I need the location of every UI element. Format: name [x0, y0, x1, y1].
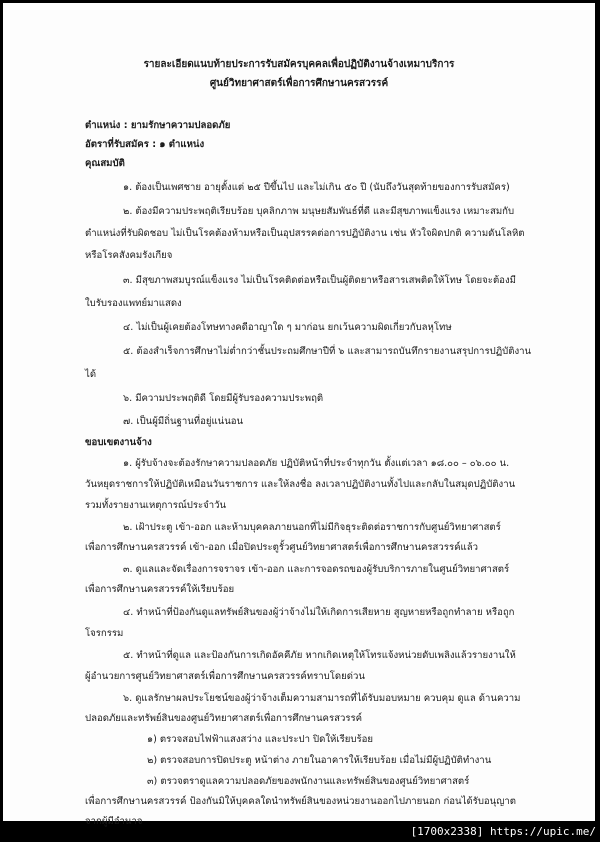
scope-item: ๕. ทำหน้าที่ดูแล และป้องกันการเกิดอัคคีภัย หากเกิดเหตุให้โทรแจ้งหน่วยดับเพลิงแล้วรายงานให้ [123, 650, 516, 661]
image-host-watermark: [1700x2338] https://upic.me/ [410, 825, 596, 838]
scope-item-continued: เพื่อการศึกษานครสวรรค์ ป้องกันมิให้บุคคลใดนำทรัพย์สินของหน่วยงานออกไปภายนอก ก่อนได้รับอนุญาต [85, 796, 517, 807]
scope-item-continued: โจรกรรม [85, 628, 124, 639]
scope-item: ๒. เฝ้าประตู เข้า-ออก และห้ามบุคคลภายนอกที่ไม่มีกิจธุระติดต่อราชการกับศูนย์วิทยาศาสตร์ [123, 522, 501, 533]
scope-heading: ขอบเขตงานจ้าง [85, 437, 152, 448]
document-title-line-2: ศูนย์วิทยาศาสตร์เพื่อการศึกษานครสวรรค์ [209, 78, 389, 89]
scope-item-continued: จากผู้มีอำนาจ [85, 816, 143, 827]
scope-item-continued: ปลอดภัยและทรัพย์สินของศูนย์วิทยาศาสตร์เพื่อการศึกษานครสวรรค์ [85, 713, 363, 724]
scope-sub-item: ๒) ตรวจสอบการปิดประตู หน้าต่าง ภายในอาคารให้เรียบร้อย เมื่อไม่มีผู้ปฏิบัติทำงาน [147, 755, 492, 766]
qualification-item: ๒. ต้องมีความประพฤติเรียบร้อย บุคลิกภาพ มนุษยสัมพันธ์ที่ดี และมีสุขภาพแข็งแรง เหมาะสมกับ [123, 206, 515, 217]
qualification-item: ๖. มีความประพฤติดี โดยมีผู้รับรองความประพฤติ [123, 393, 324, 404]
qualification-item-continued: ตำแหน่งที่รับผิดชอบ ไม่เป็นโรคต้องห้ามหรือเป็นอุปสรรคต่อการปฏิบัติงาน เช่น หัวใจผิดปกติ ความดันโลหิต [85, 228, 525, 239]
document-page [3, 3, 595, 827]
position-label: ตำแหน่ง : ยามรักษาความปลอดภัย [85, 120, 231, 131]
scope-item-continued: รวมทั้งรายงานเหตุการณ์ประจำวัน [85, 500, 227, 511]
qualification-item: ๗. เป็นผู้มีถิ่นฐานที่อยู่แน่นอน [123, 416, 244, 427]
scope-item-continued: เพื่อการศึกษานครสวรรค์ให้เรียบร้อย [85, 584, 235, 595]
document-title-line-1: รายละเอียดแนบท้ายประการรับสมัครบุคคลเพื่อปฏิบัติงานจ้างเหมาบริการ [143, 59, 455, 70]
scope-item: ๖. ดูแลรักษาผลประโยชน์ของผู้ว่าจ้างเต็มความสามารถที่ได้รับมอบหมาย ควบคุม ดูแล ด้านความ [123, 693, 521, 704]
scope-item-continued: วันหยุดราชการให้ปฏิบัติเหมือนวันราชการ และให้ลงชื่อ ลงเวลาปฏิบัติงานทั้งไปและกลับในสมุดปฏิบัติงาน [85, 479, 516, 490]
scope-item: ๑. ผู้รับจ้างจะต้องรักษาความปลอดภัย ปฏิบัติหน้าที่ประจำทุกวัน ตั้งแต่เวลา ๑๘.๐๐ – ๐๖.๐๐ น. [123, 458, 510, 469]
scope-sub-item: ๓) ตรวจตราดูแลความปลอดภัยของพนักงานและทรัพย์สินของศูนย์วิทยาศาสตร์ [147, 776, 470, 787]
qualification-item: ๔. ไม่เป็นผู้เคยต้องโทษทางคดีอาญาใด ๆ มาก่อน ยกเว้นความผิดเกี่ยวกับลหุโทษ [123, 322, 452, 333]
openings-label: อัตราที่รับสมัคร : ๑ ตำแหน่ง [85, 139, 205, 150]
scope-item: ๔. ทำหน้าที่ป้องกันดูแลทรัพย์สินของผู้ว่าจ้างไม่ให้เกิดการเสียหาย สูญหายหรือถูกทำลาย หรือถูก [123, 607, 515, 618]
qualification-item-continued: ใบรับรองแพทย์มาแสดง [85, 298, 182, 309]
scope-item-continued: ผู้อำนวยการศูนย์วิทยาศาสตร์เพื่อการศึกษานครสวรรค์ทราบโดยด่วน [85, 671, 365, 682]
scope-item: ๓. ดูแลและจัดเรื่องการจราจร เข้า-ออก และการจอดรถของผู้รับบริการภายในศูนย์วิทยาศาสตร์ [123, 564, 510, 575]
scope-item-continued: เพื่อการศึกษานครสวรรค์ เข้า-ออก เมื่อปิดประตูรั้วศูนย์วิทยาศาสตร์เพื่อการศึกษานครสวรรค์แล้ว [85, 542, 478, 553]
qualification-item-continued: หรือโรคสังคมรังเกียจ [85, 250, 173, 261]
qualifications-heading: คุณสมบัติ [85, 158, 125, 169]
qualification-item: ๕. ต้องสำเร็จการศึกษาไม่ต่ำกว่าชั้นประถมศึกษาปีที่ ๖ และสามารถบันทึกรายงานสรุปการปฏิบัติงาน [123, 346, 532, 357]
qualification-item: ๑. ต้องเป็นเพศชาย อายุตั้งแต่ ๒๕ ปีขึ้นไป และไม่เกิน ๕๐ ปี (นับถึงวันสุดท้ายของการรับสมัคร) [123, 182, 510, 193]
scope-sub-item: ๑) ตรวจสอบไฟฟ้าแสงสว่าง และประปา ปิดให้เรียบร้อย [147, 734, 374, 745]
qualification-item: ๓. มีสุขภาพสมบูรณ์แข็งแรง ไม่เป็นโรคติดต่อหรือเป็นผู้ติดยาหรือสารเสพติดให้โทษ โดยจะต้องมี [123, 275, 516, 286]
qualification-item-continued: ได้ [85, 369, 97, 380]
